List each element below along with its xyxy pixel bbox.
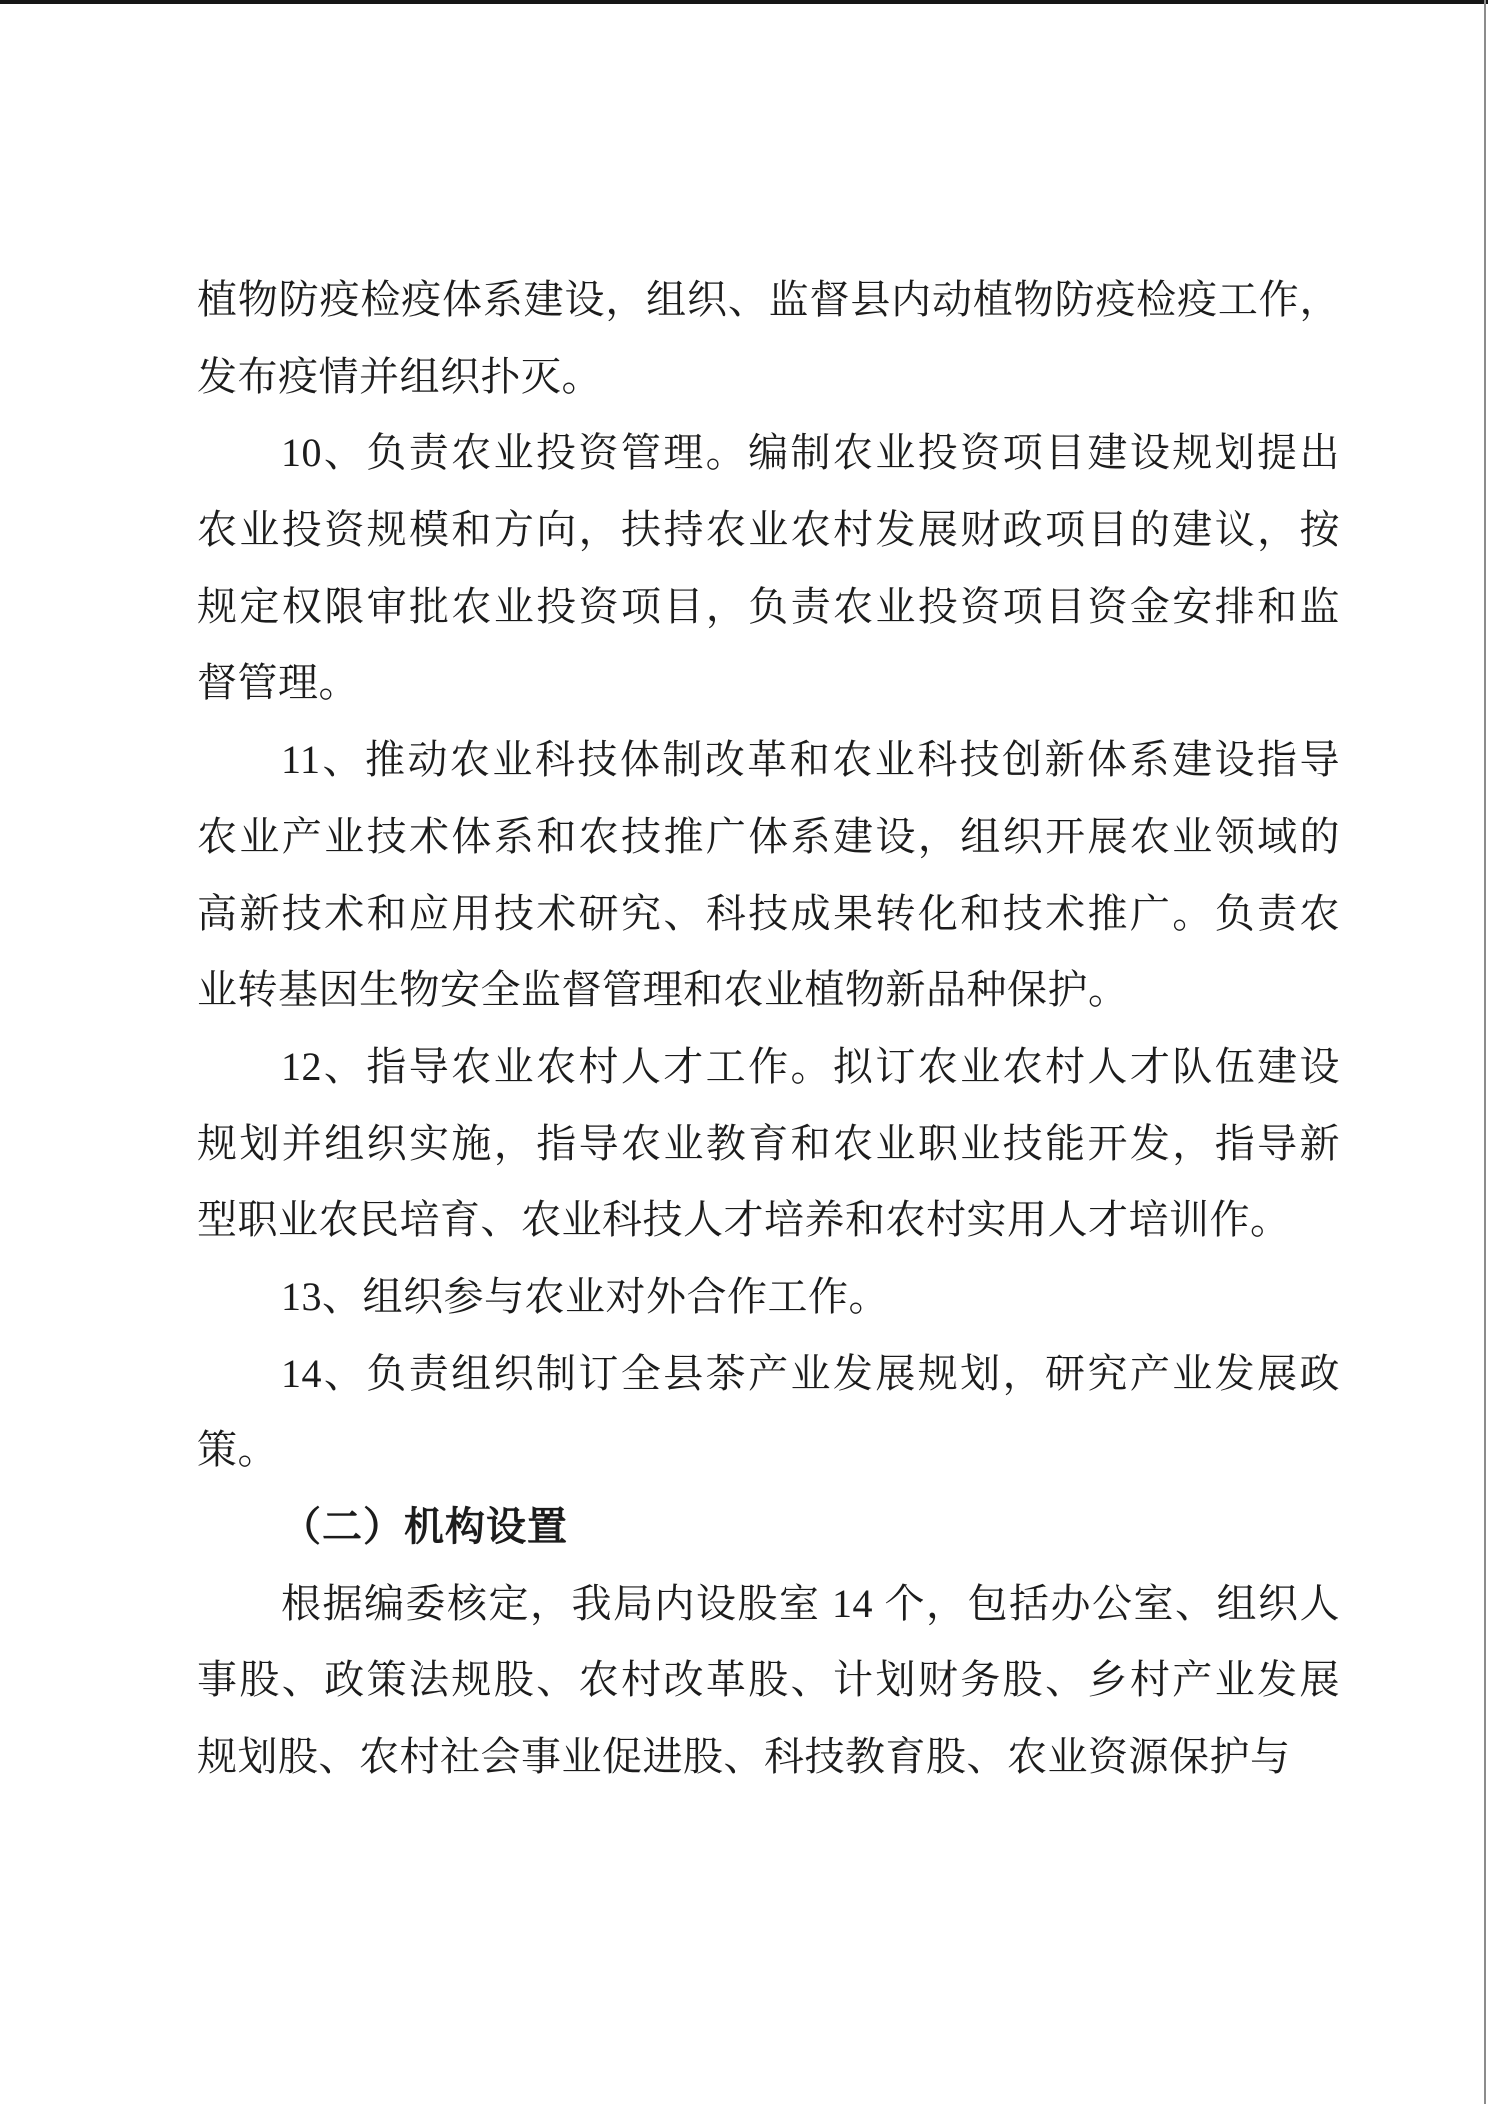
text-line: 植物防疫检疫体系建设，组织、监督县内动植物防疫检疫工作， [197,277,1340,322]
document-body [197,262,1340,1796]
text-line: 农业投资规模和方向，扶持农业农村发展财政项目的建议，按 [197,507,1340,553]
page-right-edge [1484,0,1486,2104]
text-line: 规定权限审批农业投资项目，负责农业投资项目资金安排和监 [197,583,1340,629]
text-line: 策。 [197,1427,278,1473]
text-line: 督管理。 [197,660,359,706]
text-line: 根据编委核定，我局内设股室 14 个，包括办公室、组织人 [281,1580,1340,1626]
text-line: 高新技术和应用技术研究、科技成果转化和技术推广。负责农 [197,890,1340,936]
text-line: 业转基因生物安全监督管理和农业植物新品种保护。 [197,967,1129,1013]
page-top-border [0,0,1488,4]
text-line: 事股、政策法规股、农村改革股、计划财务股、乡村产业发展 [197,1657,1340,1703]
text-line: 10、负责农业投资管理。编制农业投资项目建设规划提出 [281,430,1340,476]
text-line: 规划股、农村社会事业促进股、科技教育股、农业资源保护与 [197,1734,1291,1780]
text-line: 14、负责组织制订全县茶产业发展规划，研究产业发展政 [281,1350,1340,1396]
text-line: 型职业农民培育、农业科技人才培养和农村实用人才培训作。 [197,1197,1291,1243]
text-line: 12、指导农业农村人才工作。拟订农业农村人才队伍建设 [281,1043,1340,1089]
text-line: 13、组织参与农业对外合作工作。 [281,1273,889,1319]
text-line: 发布疫情并组织扑灭。 [197,353,602,399]
section-heading: （二）机构设置 [281,1504,568,1549]
text-line: 11、推动农业科技体制改革和农业科技创新体系建设指导 [281,737,1340,783]
text-line: 规划并组织实施，指导农业教育和农业职业技能开发，指导新 [197,1120,1340,1166]
text-line: 农业产业技术体系和农技推广体系建设，组织开展农业领域的 [197,813,1340,859]
